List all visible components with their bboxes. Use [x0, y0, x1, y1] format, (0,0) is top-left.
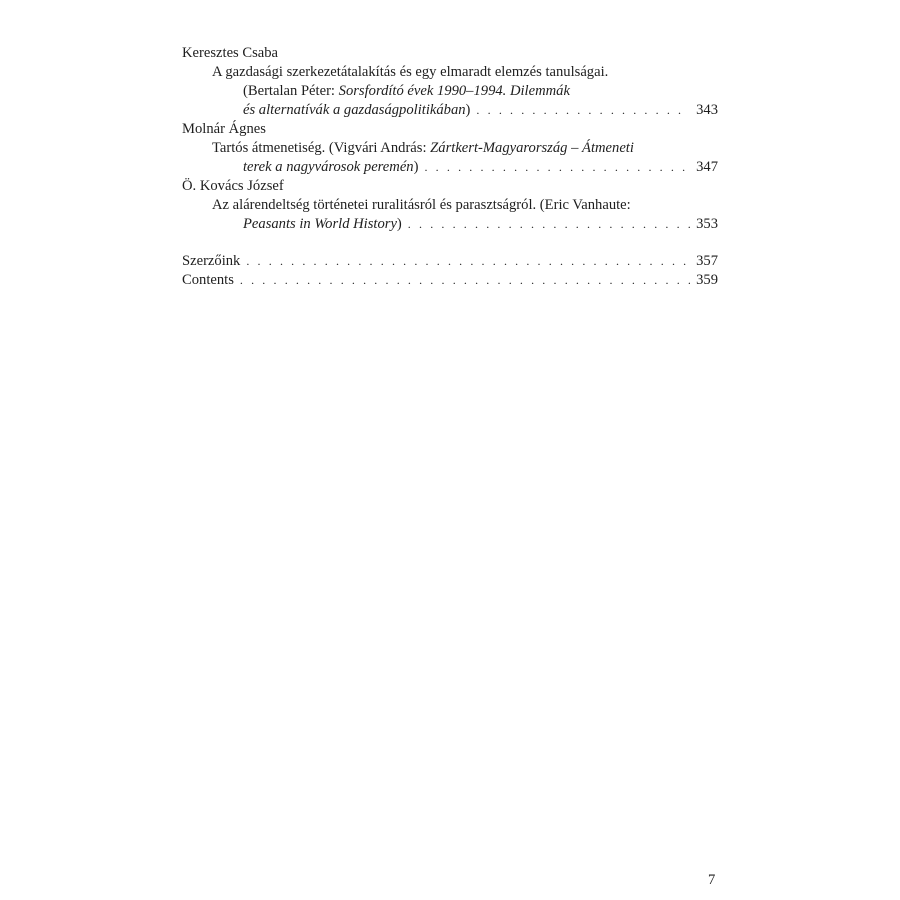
toc-text: Tartós átmenetiség. (Vigvári András: — [212, 140, 431, 156]
toc-leader-line — [182, 271, 718, 290]
toc-text: ) — [413, 159, 419, 175]
dot-leader — [424, 158, 690, 177]
toc-text: (Bertalan Péter: — [243, 83, 339, 99]
toc-book-title: terek a nagyvárosok peremén — [243, 159, 414, 175]
toc-text: ) — [396, 216, 402, 232]
toc-author: Keresztes Csaba — [182, 45, 279, 61]
toc-leader-line — [182, 101, 718, 120]
toc-leader-line — [182, 252, 718, 271]
toc-title-line — [182, 82, 718, 101]
toc-title-line: A gazdasági szerkezetátalakítás és egy elmaradt elemzés tanulságai. — [212, 64, 609, 80]
spacer — [182, 234, 718, 252]
toc-book-title: Sorsfordító évek 1990–1994. Dilemmák — [338, 83, 570, 99]
toc-title-line — [182, 139, 718, 158]
toc-author: Ö. Kovács József — [182, 178, 284, 194]
toc-book-title: Peasants in World History — [243, 216, 397, 232]
toc-text: ) — [465, 102, 471, 118]
toc-page-number: 343 — [696, 102, 718, 118]
table-of-contents — [182, 44, 718, 290]
toc-author: Molnár Ágnes — [182, 121, 266, 137]
toc-leader-line — [182, 215, 718, 234]
toc-section-label: Szerzőink — [182, 253, 241, 269]
toc-leader-line — [182, 158, 718, 177]
toc-page-number: 359 — [696, 272, 718, 288]
dot-leader — [408, 215, 690, 234]
toc-page-number: 353 — [696, 216, 718, 232]
toc-page-number: 347 — [696, 159, 718, 175]
dot-leader — [240, 271, 690, 290]
dot-leader — [476, 101, 690, 120]
page-number: 7 — [708, 872, 716, 888]
toc-page-number: 357 — [696, 253, 718, 269]
toc-book-title: Zártkert-Magyarország – Átmeneti — [430, 140, 634, 156]
toc-title-line: Az alárendeltség történetei ruralitásról és parasztságról. (Eric Vanhaute: — [212, 197, 631, 213]
toc-section-label: Contents — [182, 272, 234, 288]
toc-book-title: és alternatívák a gazdaságpolitikában — [243, 102, 466, 118]
dot-leader — [246, 252, 690, 271]
